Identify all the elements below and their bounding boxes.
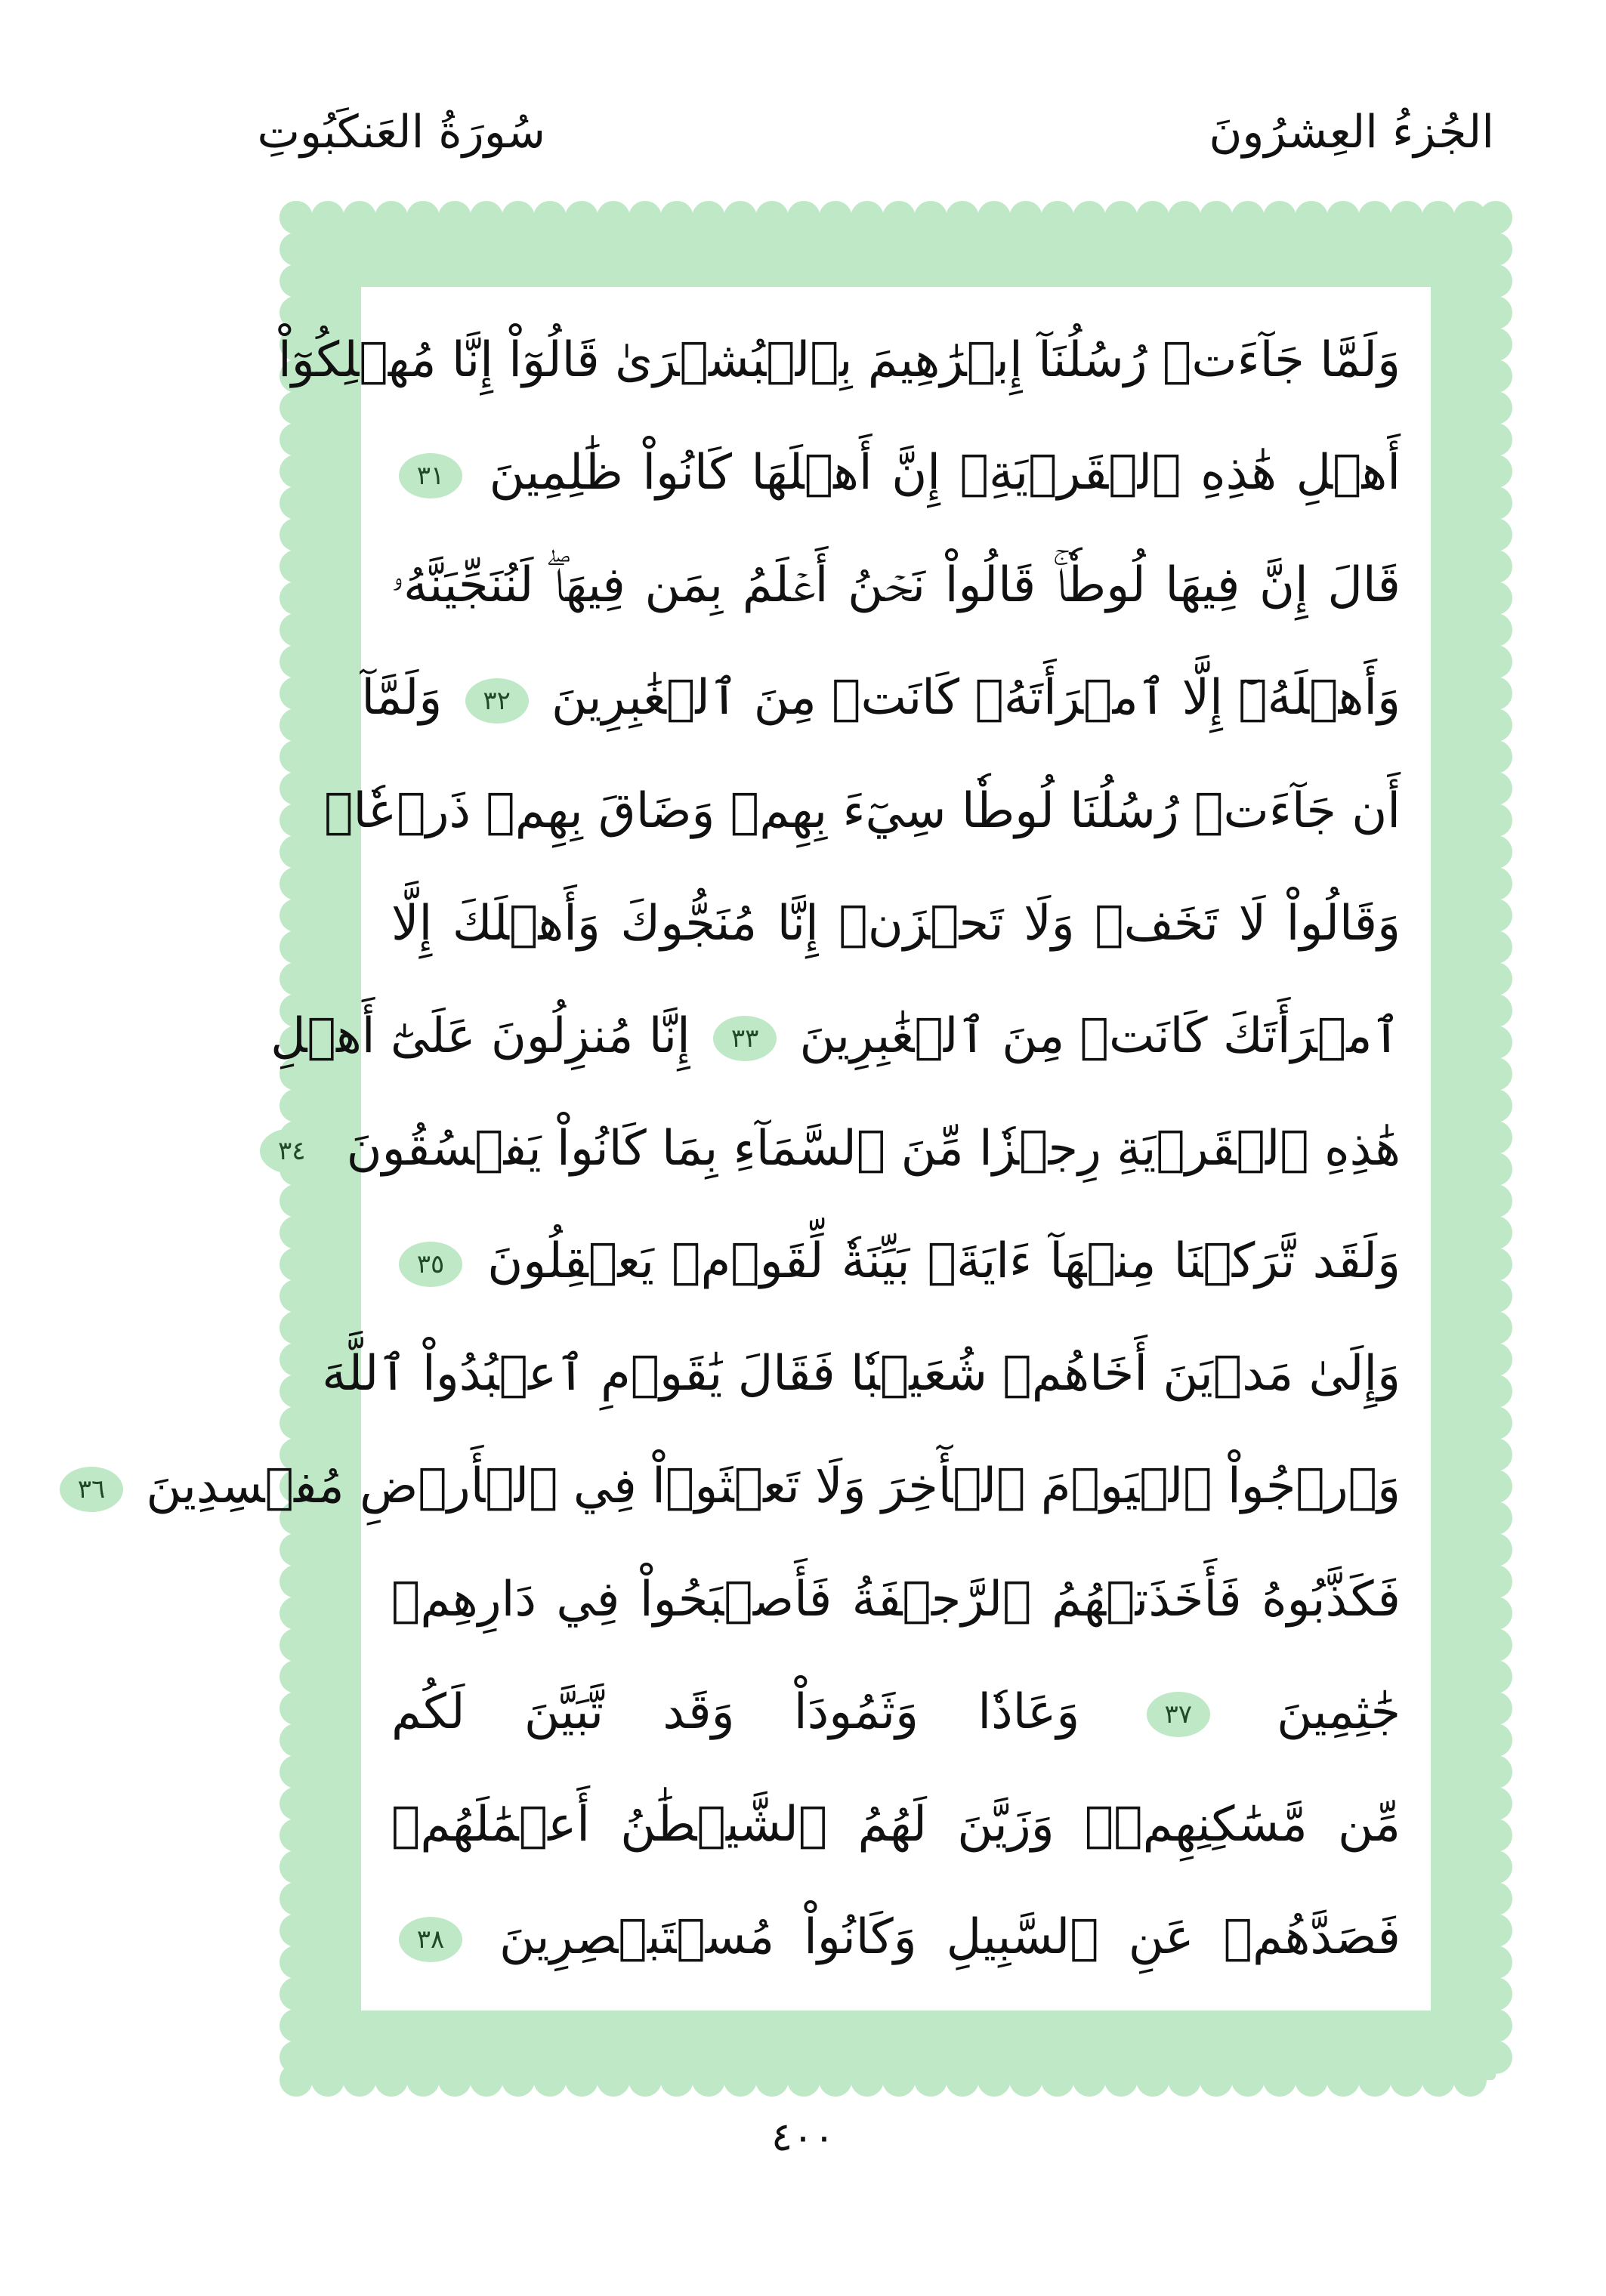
verse-text: قَالَ إِنَّ فِيهَا لُوطٗاۚ قَالُواْ نَحۡنُ أَعۡلَمُ بِمَن فِيهَاۖ لَنُنَجِّيَنَّهُۥ (391, 557, 1401, 614)
verse-lines (77, 311, 1401, 1986)
ayah-number-marker: ٣٥ (399, 1242, 462, 1287)
verse-text: وَعَادٗا وَثَمُودَاْ وَقَد تَّبَيَّنَ لَكُم (391, 1683, 1080, 1740)
verse-text: أَهۡلِ هَٰذِهِ ٱلۡقَرۡيَةِۖ إِنَّ أَهۡلَهَا كَانُواْ ظَٰلِمِينَ (489, 445, 1401, 501)
verse-line (324, 762, 1401, 860)
verse-text: وَقَالُواْ لَا تَخَفۡ وَلَا تَحۡزَنۡ إِنَّا مُنَجُّوكَ وَأَهۡلَكَ إِلَّا (391, 895, 1401, 952)
verse-text: وَٱرۡجُواْ ٱلۡيَوۡمَ ٱلۡأٓخِرَ وَلَا تَعۡثَوۡاْ فِي ٱلۡأَرۡضِ مُفۡسِدِينَ (146, 1458, 1401, 1515)
verse-line (77, 1437, 1401, 1535)
verse-text: وَأَهۡلَهُۥٓ إِلَّا ٱمۡرَأَتَهُۥ كَانَتۡ مِنَ ٱلۡغَٰبِرِينَ (551, 670, 1401, 727)
surah-title: سُورَةُ العَنكَبُوتِ (257, 106, 545, 159)
ayah-number-marker: ٣٣ (713, 1016, 777, 1061)
ayah-number-marker: ٣٤ (260, 1128, 323, 1174)
verse-text: مِّن مَّسَٰكِنِهِمۡۖ وَزَيَّنَ لَهُمُ ٱلشَّيۡطَٰنُ أَعۡمَٰلَهُمۡ (391, 1796, 1401, 1853)
verse-line (322, 1325, 1401, 1423)
verse-line (391, 424, 1401, 522)
verse-text: أَن جَآءَتۡ رُسُلُنَا لُوطٗا سِيٓءَ بِهِمۡ وَضَاقَ بِهِمۡ ذَرۡعٗاۖ (324, 782, 1401, 839)
juz-title: الجُزءُ العِشرُونَ (1209, 106, 1494, 159)
page-number: ٤٠٠ (771, 2115, 835, 2160)
verse-text: فَكَذَّبُوهُ فَأَخَذَتۡهُمُ ٱلرَّجۡفَةُ فَأَصۡبَحُواْ فِي دَارِهِمۡ (391, 1571, 1401, 1628)
verse-text: هَٰذِهِ ٱلۡقَرۡيَةِ رِجۡزٗا مِّنَ ٱلسَّمَآءِ بِمَا كَانُواْ يَفۡسُقُونَ (346, 1120, 1401, 1177)
quran-text-panel (77, 287, 1431, 2011)
ayah-number-marker: ٣٦ (60, 1467, 123, 1512)
verse-text: وَلَمَّا جَآءَتۡ رُسُلُنَآ إِبۡرَٰهِيمَ بِٱلۡبُشۡرَىٰ قَالُوٓاْ إِنَّا مُهۡلِكُوٓاْ (277, 332, 1401, 388)
verse-line (391, 875, 1401, 973)
verse-line (391, 1663, 1401, 1761)
verse-text: جَٰثِمِينَ (1277, 1683, 1401, 1740)
verse-line (391, 1776, 1401, 1874)
verse-line (391, 1212, 1401, 1310)
verse-text: وَإِلَىٰ مَدۡيَنَ أَخَاهُمۡ شُعَيۡبٗا فَقَالَ يَٰقَوۡمِ ٱعۡبُدُواْ ٱللَّهَ (322, 1346, 1401, 1403)
verse-line (391, 1888, 1401, 1986)
ayah-number-marker: ٣١ (399, 453, 462, 498)
verse-line (361, 649, 1401, 747)
verse-line (277, 1100, 1401, 1198)
verse-line (270, 987, 1401, 1085)
verse-line (391, 536, 1401, 634)
verse-line (277, 311, 1401, 409)
ayah-number-marker: ٣٢ (465, 678, 529, 724)
ayah-number-marker: ٣٧ (1147, 1692, 1210, 1737)
verse-line (391, 1551, 1401, 1649)
ayah-number-marker: ٣٨ (399, 1917, 462, 1962)
verse-text: ٱمۡرَأَتَكَ كَانَتۡ مِنَ ٱلۡغَٰبِرِينَ (799, 1008, 1401, 1064)
verse-text: إِنَّا مُنزِلُونَ عَلَىٰٓ أَهۡلِ (270, 1008, 690, 1064)
verse-text: وَلَقَد تَّرَكۡنَا مِنۡهَآ ءَايَةَۢ بَيِّنَةٗ لِّقَوۡمٖ يَعۡقِلُونَ (487, 1233, 1401, 1290)
verse-text: وَلَمَّآ (361, 670, 443, 727)
verse-text: فَصَدَّهُمۡ عَنِ ٱلسَّبِيلِ وَكَانُواْ مُسۡتَبۡصِرِينَ (499, 1909, 1401, 1965)
